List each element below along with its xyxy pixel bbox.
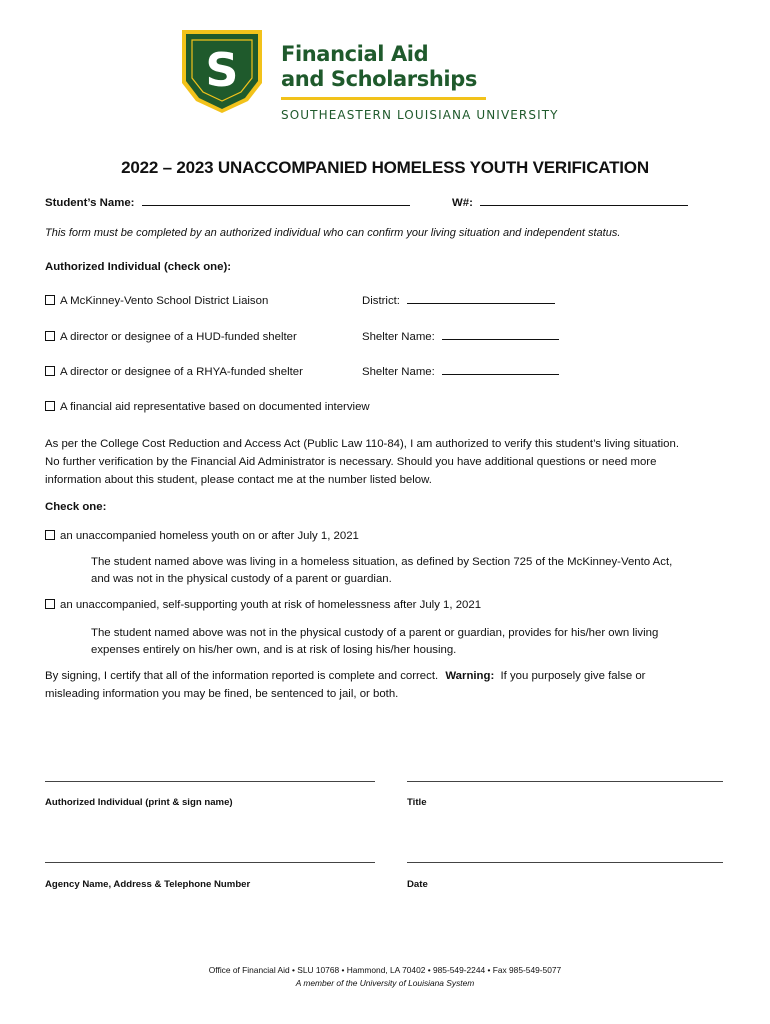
rhya-shelter-field[interactable] xyxy=(442,363,559,375)
option-financial-aid-rep-label: A financial aid representative based on documented interview xyxy=(60,401,370,413)
header-logo xyxy=(178,27,578,127)
w-number-label: W#: xyxy=(452,197,473,209)
authorized-heading: Authorized Individual (check one): xyxy=(45,261,232,273)
checkbox-financial-aid-rep[interactable] xyxy=(45,401,55,411)
checkbox-hud[interactable] xyxy=(45,331,55,341)
option-rhya-label: A director or designee of a RHYA-funded shelter xyxy=(60,366,303,378)
authorized-individual-signature-line[interactable] xyxy=(45,781,375,782)
hud-shelter-label: Shelter Name: xyxy=(362,331,435,343)
brand-title-line2: and Scholarships xyxy=(281,67,477,91)
option-liaison-label: A McKinney-Vento School District Liaison xyxy=(60,295,269,307)
checkbox-rhya[interactable] xyxy=(45,366,55,376)
district-field[interactable] xyxy=(407,292,555,304)
rhya-shelter-row xyxy=(362,363,559,381)
authorization-line: No further verification by the Financial Aid Administrator is necessary. Should you have additional questions or need more xyxy=(45,456,657,468)
brand-divider xyxy=(281,97,486,100)
authorization-line: As per the College Cost Reduction and Access Act (Public Law 110-84), I am authorized to verify this student’s living situation. xyxy=(45,438,679,450)
homeless-description-line: and was not in the physical custody of a parent or guardian. xyxy=(91,573,392,585)
hud-shelter-row xyxy=(362,328,559,346)
certification-text: By signing, I certify that all of the information reported is complete and correct. xyxy=(45,670,439,682)
option-rhya[interactable] xyxy=(45,363,303,381)
brand-title-line1: Financial Aid xyxy=(281,42,429,66)
checkbox-homeless-youth[interactable] xyxy=(45,530,55,540)
check-option-at-risk-label: an unaccompanied, self-supporting youth at risk of homelessness after July 1, 2021 xyxy=(60,599,482,611)
university-name: SOUTHEASTERN LOUISIANA UNIVERSITY xyxy=(281,108,559,122)
check-one-heading: Check one: xyxy=(45,501,107,513)
district-label: District: xyxy=(362,295,400,307)
certification-line1 xyxy=(45,667,645,685)
homeless-description-line: The student named above was living in a homeless situation, as defined by Section 725 of the McKinney-Vento Act, xyxy=(91,556,673,568)
authorized-individual-label: Authorized Individual (print & sign name) xyxy=(45,797,233,808)
instruction-text: This form must be completed by an authorized individual who can confirm your living situation and independent status. xyxy=(45,227,621,239)
w-number-row xyxy=(452,194,688,212)
check-option-homeless-label: an unaccompanied homeless youth on or after July 1, 2021 xyxy=(60,530,359,542)
hud-shelter-field[interactable] xyxy=(442,328,559,340)
shield-letter: S xyxy=(205,43,239,97)
agency-signature-line[interactable] xyxy=(45,862,375,863)
title-signature-line[interactable] xyxy=(407,781,723,782)
option-hud-label: A director or designee of a HUD-funded shelter xyxy=(60,331,297,343)
footer-membership: A member of the University of Louisiana System xyxy=(295,978,475,988)
student-name-row xyxy=(45,194,410,212)
at-risk-description-line: The student named above was not in the physical custody of a parent or guardian, provides for his/her own living xyxy=(91,627,659,639)
check-option-at-risk[interactable] xyxy=(45,596,481,614)
warning-text: If you purposely give false or xyxy=(500,670,646,682)
authorization-line: information about this student, please contact me at the number listed below. xyxy=(45,474,432,486)
option-financial-aid-rep[interactable] xyxy=(45,398,370,416)
rhya-shelter-label: Shelter Name: xyxy=(362,366,435,378)
check-option-homeless[interactable] xyxy=(45,527,359,545)
at-risk-description-line: expenses entirely on his/her own, and is at risk of losing his/her housing. xyxy=(91,644,457,656)
footer-contact: Office of Financial Aid • SLU 10768 • Hammond, LA 70402 • 985-549-2244 • Fax 985-549-5077 xyxy=(208,965,562,975)
certification-line2: misleading information you may be fined, be sentenced to jail, or both. xyxy=(45,688,399,700)
title-label: Title xyxy=(407,797,427,808)
checkbox-liaison[interactable] xyxy=(45,295,55,305)
date-label: Date xyxy=(407,879,428,890)
checkbox-at-risk-youth[interactable] xyxy=(45,599,55,609)
student-name-label: Student’s Name: xyxy=(45,197,135,209)
student-name-field[interactable] xyxy=(142,194,410,206)
w-number-field[interactable] xyxy=(480,194,688,206)
university-shield-icon xyxy=(178,27,266,115)
warning-label: Warning: xyxy=(445,670,495,682)
option-liaison[interactable] xyxy=(45,292,268,310)
agency-label: Agency Name, Address & Telephone Number xyxy=(45,879,251,890)
district-row xyxy=(362,292,555,310)
option-hud[interactable] xyxy=(45,328,297,346)
date-signature-line[interactable] xyxy=(407,862,723,863)
form-title: 2022 – 2023 UNACCOMPANIED HOMELESS YOUTH VERIFICATION xyxy=(121,158,649,177)
